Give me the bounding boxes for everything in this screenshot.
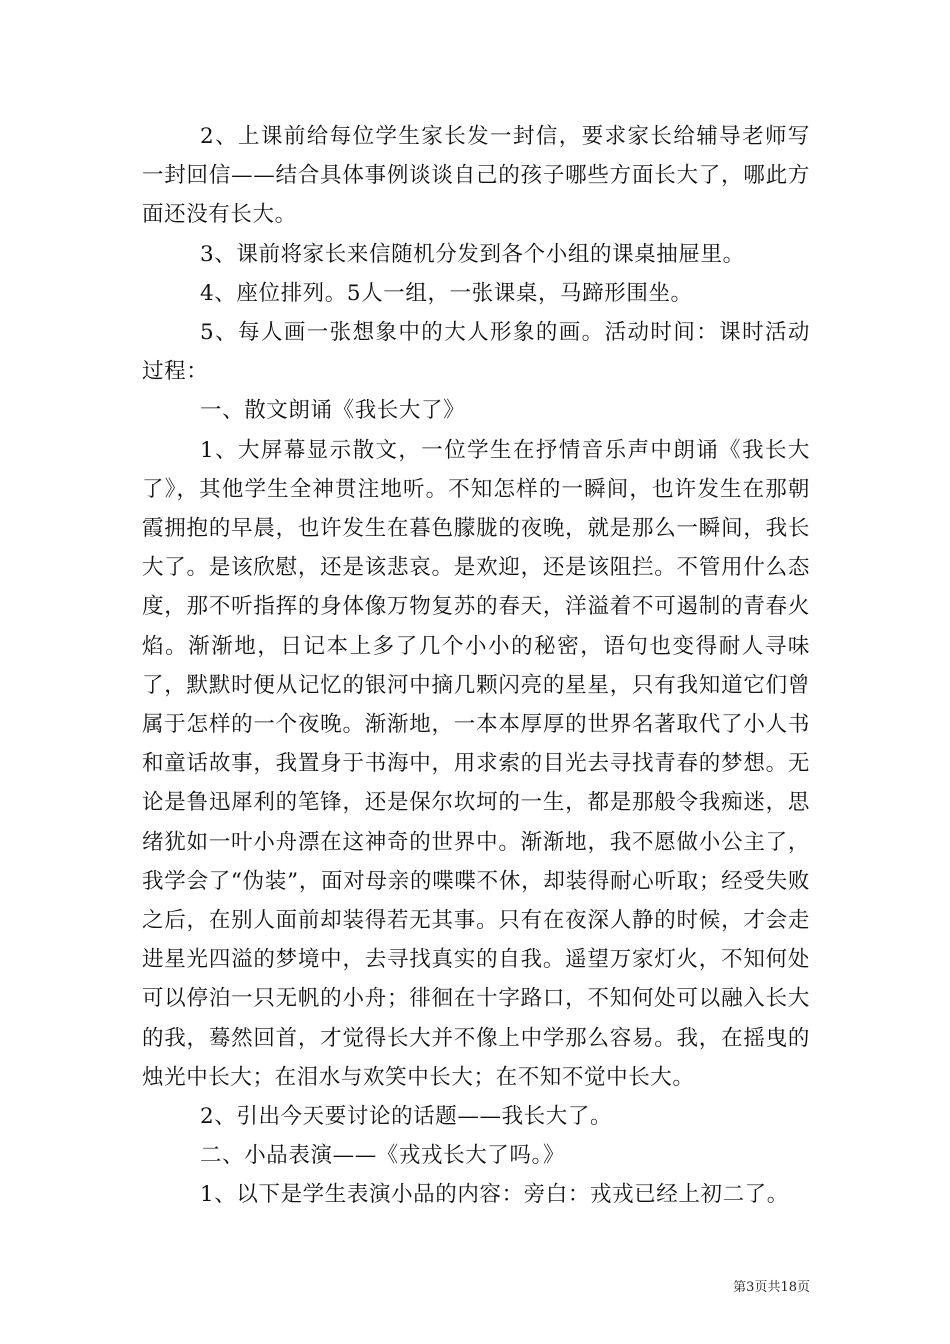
- paragraph-letter-to-parents: 2、上课前给每位学生家长发一封信，要求家长给辅导老师写一封回信——结合具体事例谈谈自己的孩子哪些方面长大了，哪此方面还没有长大。: [142, 124, 810, 228]
- paragraph-discussion-topic: 2、引出今天要讨论的话题——我长大了。: [200, 1104, 613, 1130]
- section-heading-essay-reading: 一、散文朗诵《我长大了》: [200, 398, 466, 424]
- paragraph-essay-text: 1、大屏幕显示散文，一位学生在抒情音乐声中朗诵《我长大了》，其他学生全神贯注地听。不知怎样的一瞬间，也许发生在那朝霞拥抱的早晨，也许发生在暮色朦胧的夜晚，就是那么一瞬间，我长大了。是该欣慰，还是该悲哀。是欢迎，还是该阻拦。不管用什么态度，那不听指挥的身体像万物复苏的春天，洋溢着不可遏制的青春火焰。渐渐地，日记本上多了几个小小的秘密，语句也变得耐人寻味了，默默时便从记忆的银河中摘几颗闪亮的星星，只有我知道它们曾属于怎样的一个夜晚。渐渐地，一本本厚厚的世界名著取代了小人书和童话故事，我置身于书海中，用求索的目光去寻找青春的梦想。无论是鲁迅犀利的笔锋，还是保尔坎坷的一生，都是那般令我痴迷，思绪犹如一叶小舟漂在这神奇的世界中。渐渐地，我不愿做小公主了，我学会了“伪装”，面对母亲的喋喋不休，却装得耐心听取；经受失败之后，在别人面前却装得若无其事。只有在夜深人静的时候，才会走进星光四溢的梦境中，去寻找真实的自我。遥望万家灯火，不知何处可以停泊一只无帆的小舟；徘徊在十字路口，不知何处可以融入长大的我，蓦然回首，才觉得长大并不像上中学那么容易。我，在摇曳的烛光中长大；在泪水与欢笑中长大；在不知不觉中长大。: [142, 437, 810, 1090]
- section-heading-skit: 二、小品表演——《戎戎长大了吗。》: [200, 1143, 565, 1169]
- paragraph-skit-content: 1、以下是学生表演小品的内容：旁白：戎戎已经上初二了。: [200, 1182, 789, 1208]
- page-number-footer: 第3页共18页: [733, 1280, 810, 1295]
- paragraph-seating: 4、座位排列。5人一组，一张课桌，马蹄形围坐。: [200, 280, 693, 306]
- document-body: [142, 117, 810, 1215]
- paragraph-drawing-and-time: 5、每人画一张想象中的大人形象的画。活动时间：课时活动过程：: [142, 320, 810, 385]
- paragraph-letters-distribution: 3、课前将家长来信随机分发到各个小组的课桌抽屉里。: [200, 241, 745, 267]
